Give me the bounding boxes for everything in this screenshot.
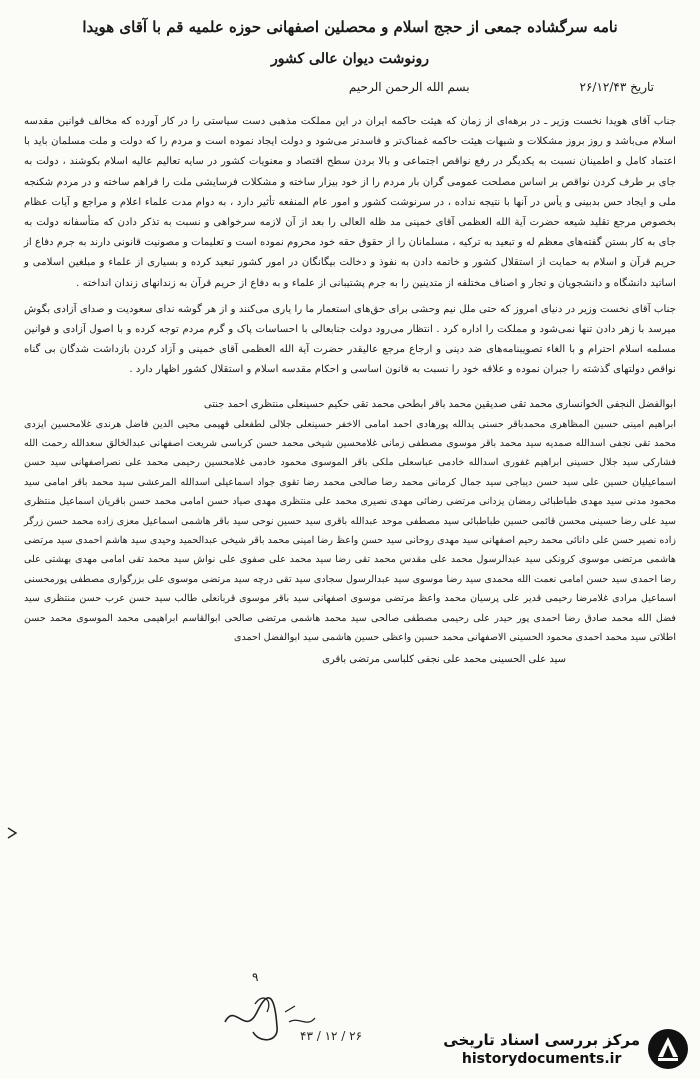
letter-subtitle: رونوشت دیوان عالی کشور [271, 51, 429, 67]
signatories-first-line: ابوالفضل النجفی الخوانساری محمد تقی صدیقین محمد باقر ابطحی محمد تقی حکیم حسینعلی منتظری احمد جنتی [203, 398, 676, 410]
body-paragraph-1: جناب آقای هویدا نخست وزیر ـ در برهه‌ای از زمان که هیئت حاکمه ایران در این مملکت مذهبی دست سیاستی را در کار آورده که مخالف قوانین مقدسه اسلام می‌باشد و روز بروز مشکلات و شبهات هیئت حاکمه غمناک‌تر و فاسدتر می‌شود و دولت ایجاد نموده است و مردم را که دولت و ملت مسلمان باید با اعتماد کامل و اطمینان نسبت به یکدیگر در رفع نواقص اجتماعی و بالا بردن سطح اقتصاد و معنویات کشور در سایه تعالیم عالیه اسلام بکوشند ، دولت به جای بر طرف کردن نواقص بر اساس مصلحت عمومی گران بار مردم را از خود بیزار ساخته و مشکلات فرسایشی ملت را فراهم ساخته و در مردم شکنجه ملی و ایجاد حس بدبینی و یأس در آنها با نتیجه نداده ، در سرنوشت کشور و امور عام المنفعه تأثیر دارد ، به دوام مدت علماء اعلام و مراجع و آیات عظام بخصوص مرجع تقلید شیعه حضرت آیة الله العظمی آقای خمینی مد ظله العالی را بعد از آن لازمه سرخواهی و نسبت به تذکر دادن که متأسفانه دولت به جای به کار بستن گفته‌های معظم له و تبعید به ترکیه ، مسلمانان را از حقوق حقه خود محروم نموده است و تعلیمات و مصونیت قانونی دارند به جرم دفاع از حریم قرآن و اسلام به حمایت از استقلال کشور و خاتمه دادن به نفوذ و دخالت بیگانگان در امور کشور تبعید کرده و بسیاری از علماء و مبلغین اسلامی و اساتید دانشگاه و دانشجویان و تجار و اصناف مختلفه از متدینین را به جرم پشتیبانی از علماء و به دفاع از حریم قرآن به زندانهای زندان انداخته . [24, 116, 676, 289]
basmala: بسم الله الرحمن الرحیم [348, 80, 470, 94]
signatories-last-line: سید علی الحسینی محمد علی نجفی کلباسی مرتضی باقری [322, 653, 566, 665]
body-paragraph-2: جناب آقای نخست وزیر در دنیای امروز که حتی ملل نیم وحشی برای حق‌های استعمار ما را یاری می‌کنند و از هر گوشه ندای سعودیت و صدای آزادی بگوش میرسد با زهر دادن تنها نمی‌شود و مملکت را اداره کرد . انتظار می‌رود دولت جنابعالی با احساسات پاک و گرم مردم توجه کرده و با اصول آزادی و قوانین مسلمه اسلام احترام و با الغاء تصویبنامه‌های ضد دینی و ارجاع مرجع عالیقدر حضرت آیة الله العظمی آقای خمینی و آزاد کردن بازداشت شدگان بی گناه نواقص دولتهای گذشته را جبران نموده و علاقه خود را نسبت به قانون اساسی و احکام مقدسه اسلام و استقلال کشور اظهار دارد . [24, 303, 676, 376]
archive-logo-icon [646, 1027, 690, 1071]
archive-watermark [418, 1024, 690, 1074]
svg-text:۴۳ / ۱۲ / ۲۶: ۴۳ / ۱۲ / ۲۶ [300, 1029, 363, 1043]
letter-date: تاریخ ۲۶/۱۲/۴۳ [579, 80, 654, 94]
watermark-org-name: مرکز بررسی اسناد تاریخی [443, 1031, 640, 1049]
date-line [24, 80, 676, 94]
letter-title: نامه سرگشاده جمعی از حجج اسلام و محصلین اصفهانی حوزه علمیه قم با آقای هویدا [82, 18, 618, 36]
margin-mark-icon [6, 826, 18, 840]
watermark-url[interactable]: historydocuments.ir [461, 1051, 622, 1067]
handwritten-signature-icon [215, 982, 365, 1052]
signatories-list: ابراهیم امینی حسین المظاهری محمدباقر حسنی یدالله پورهادی احمد امامی الاخفر حسینعلی جلالی لطفعلی قهیمی محیی الدین فاضل هرندی غلامحسین ایزدی محمد تقی نجفی اسدالله صمدیه سید محمد باقر موسوی مصطفی زمانی غلامحسین شیخی محمد حسن کرباسی شریعت اصفهانی عبدالخالق سعدالله رحمت الله فشارکی سید جلال حسینی ابراهیم غفوری اسدالله خادمی عباسعلی ملکی باقر الموسوی محمود خادمی غلامحسین رحیمی محمد علی نصراصفهانی سید حسن اسماعیلیان حسین علی سید حسن دیباجی سید جمال کرمانی محمد رضا صالحی محمد رضا تقوی جواد اسماعیلی اسدالله المرعشی سید محمد باقر امامی سید محمود مدنی سید مهدی طباطبائی رمضان یزدانی مرتضی رضائی مهدی نصیری محمد علی منتظری مهدی صیاد حسن امامی محمد حسن باقریان اسماعیل منتظری سید علی رضا حسینی محسن قائمی حسین طباطبائی سید مصطفی موحد عبدالله باقری سید حسین نوحی سید باقر هاشمی اسماعیل معزی زاده محمد حسن زرگر زاده نصیر حسن علی دانائی محمد رحیم اصفهانی سید مهدی روحانی سید حسن واعظ رضا امینی محمد باقر شیخی عبدالحمید وحیدی سید هاشم احمدی سید مرتضی هاشمی مرتضی موسوی کرونکی سید عبدالرسول محمد علی مقدس محمد تقی رضا سید محمد علی صفوی علی نواش سید محمد تقی امامی مهدی بهشتی علی رضا احمدی سید حسن امامی نعمت الله محمدی سید رضا موسوی سید عبدالرسول سجادی سید تقی درچه سید مرتضی موسوی علی بزرگواری مصطفی پورمحسنی اسماعیل مرادی غلامرضا رحیمی قدیر علی پرسیان محمد واعظ مرتضی موسوی اصفهانی سید باقر موسوی قربانعلی طالب سید حسن عرب حسن منتظری سید فضل الله محمد صادق رضا احمدی پور حیدر علی رحیمی مصطفی صالحی سید محمد هاشمی مرتضی صالحی ابوالقاسم ابراهیمی محمد الموسوی محمد حسن اطلاتی سید محمد احمدی محمود الحسینی الاصفهانی محمد حسین واعظی حسین هاشمی سید ابوالفضل احمدی [24, 418, 677, 644]
page-number: ۹ [252, 970, 259, 984]
watermark-text [443, 1030, 640, 1068]
